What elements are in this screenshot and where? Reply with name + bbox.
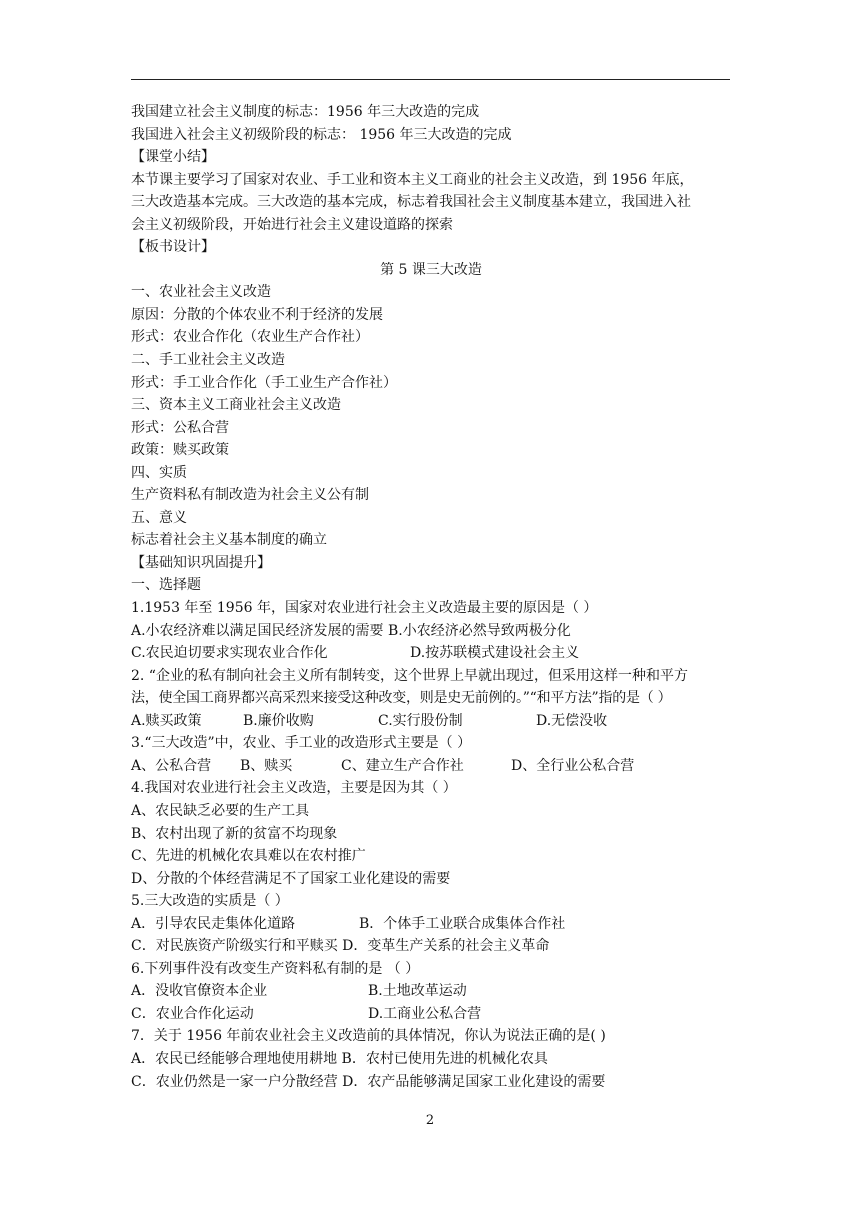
option: C．农业合作化运动 [131,1005,254,1022]
question-stem: 3.“三大改造”中，农业、手工业的改造形式主要是（ ） [131,735,472,752]
question-stem: 4.我国对农业进行社会主义改造，主要是因为其（ ） [131,780,457,797]
text-line: 本节课主要学习了国家对农业、手工业和资本主义工商业的社会主义改造，到 1956 年底， [131,171,694,188]
text-line: 原因：分散的个体农业不利于经济的发展 [131,306,383,323]
question-stem: 7．关于 1956 年前农业社会主义改造前的具体情况，你认为说法正确的是( ) [131,1028,606,1045]
option: A．没收官僚资本企业 [131,983,268,1000]
question-options [131,980,731,1003]
text-line: 我国建立社会主义制度的标志：1956 年三大改造的完成 [131,104,480,120]
text-line: 三大改造基本完成。三大改造的基本完成，标志着我国社会主义制度基本建立，我国进入社 [131,194,691,211]
option: D.工商业公私合营 [368,1005,482,1022]
question-options: C．农业仍然是一家一户分散经营 D．农产品能够满足国家工业化建设的需要 [131,1073,606,1090]
option: C.农民迫切要求实现农业合作化 [131,645,328,662]
question-options [131,755,731,778]
option: C、建立生产合作社 [341,757,464,774]
section-heading: 【课堂小结】 [131,149,215,166]
board-title: 第 5 课三大改造 [380,261,482,278]
option: C.实行股份制 [378,712,463,729]
text-line: 政策：赎买政策 [131,442,229,459]
text-line: 四、实质 [131,464,187,481]
text-line: 形式：手工业合作化（手工业生产合作社） [131,374,397,391]
option: B.廉价收购 [243,712,314,729]
question-options: A.小农经济难以满足国民经济发展的需要 B.小农经济必然导致两极分化 [131,622,571,639]
page-number: 2 [425,1113,435,1128]
text-line: 三、资本主义工商业社会主义改造 [131,397,341,414]
text-line: 生产资料私有制改造为社会主义公有制 [131,487,369,504]
question-options: C．对民族资产阶级实行和平赎买 D．变革生产关系的社会主义革命 [131,938,550,955]
option: A、公私合营 [131,757,212,774]
question-options [131,642,731,665]
question-options [131,1003,731,1026]
option: A、农民缺乏必要的生产工具 [131,802,310,819]
text-line: 形式：公私合营 [131,419,229,436]
option: B．个体手工业联合成集体合作社 [359,915,566,932]
document-body [131,101,731,1093]
text-line: 我国进入社会主义初级阶段的标志： 1956 年三大改造的完成 [131,126,512,143]
question-options [131,710,731,733]
question-options: A．农民已经能够合理地使用耕地 B．农村已使用先进的机械化农具 [131,1050,548,1067]
option: A.赎买政策 [131,712,202,729]
question-stem: 法，使全国工商界都兴高采烈来接受这种改变，则是史无前例的。”“和平方法”指的是（ ） [131,690,672,707]
text-line: 五、意义 [131,509,187,526]
option: D、分散的个体经营满足不了国家工业化建设的需要 [131,870,451,887]
option: B、农村出现了新的贫富不均现象 [131,825,338,842]
option: D.无偿没收 [536,712,608,729]
question-stem: 6.下列事件没有改变生产资料私有制的是 （ ） [131,960,420,977]
header-rule [131,79,730,80]
section-heading: 【基础知识巩固提升】 [131,554,271,571]
text-line: 会主义初级阶段，开始进行社会主义建设道路的探索 [131,216,453,233]
option: D.按苏联模式建设社会主义 [410,645,580,662]
text-line: 一、选择题 [131,577,201,594]
question-stem: 5.三大改造的实质是（ ） [131,893,289,910]
option: B.土地改革运动 [368,983,467,1000]
option: A．引导农民走集体化道路 [131,915,296,932]
question-options [131,913,731,936]
text-line: 形式：农业合作化（农业生产合作社） [131,329,369,346]
option: B、赎买 [240,757,293,774]
text-line: 一、农业社会主义改造 [131,284,271,301]
question-stem: 1.1953 年至 1956 年，国家对农业进行社会主义改造最主要的原因是（ ） [131,600,598,617]
text-line: 二、手工业社会主义改造 [131,352,285,369]
text-line: 标志着社会主义基本制度的确立 [131,532,327,549]
section-heading: 【板书设计】 [131,239,215,256]
question-stem: 2. “企业的私有制向社会主义所有制转变，这个世界上早就出现过，但采用这样一种和平方 [131,667,688,684]
option: D、全行业公私合营 [511,757,635,774]
option: C、先进的机械化农具难以在农村推广 [131,848,366,865]
